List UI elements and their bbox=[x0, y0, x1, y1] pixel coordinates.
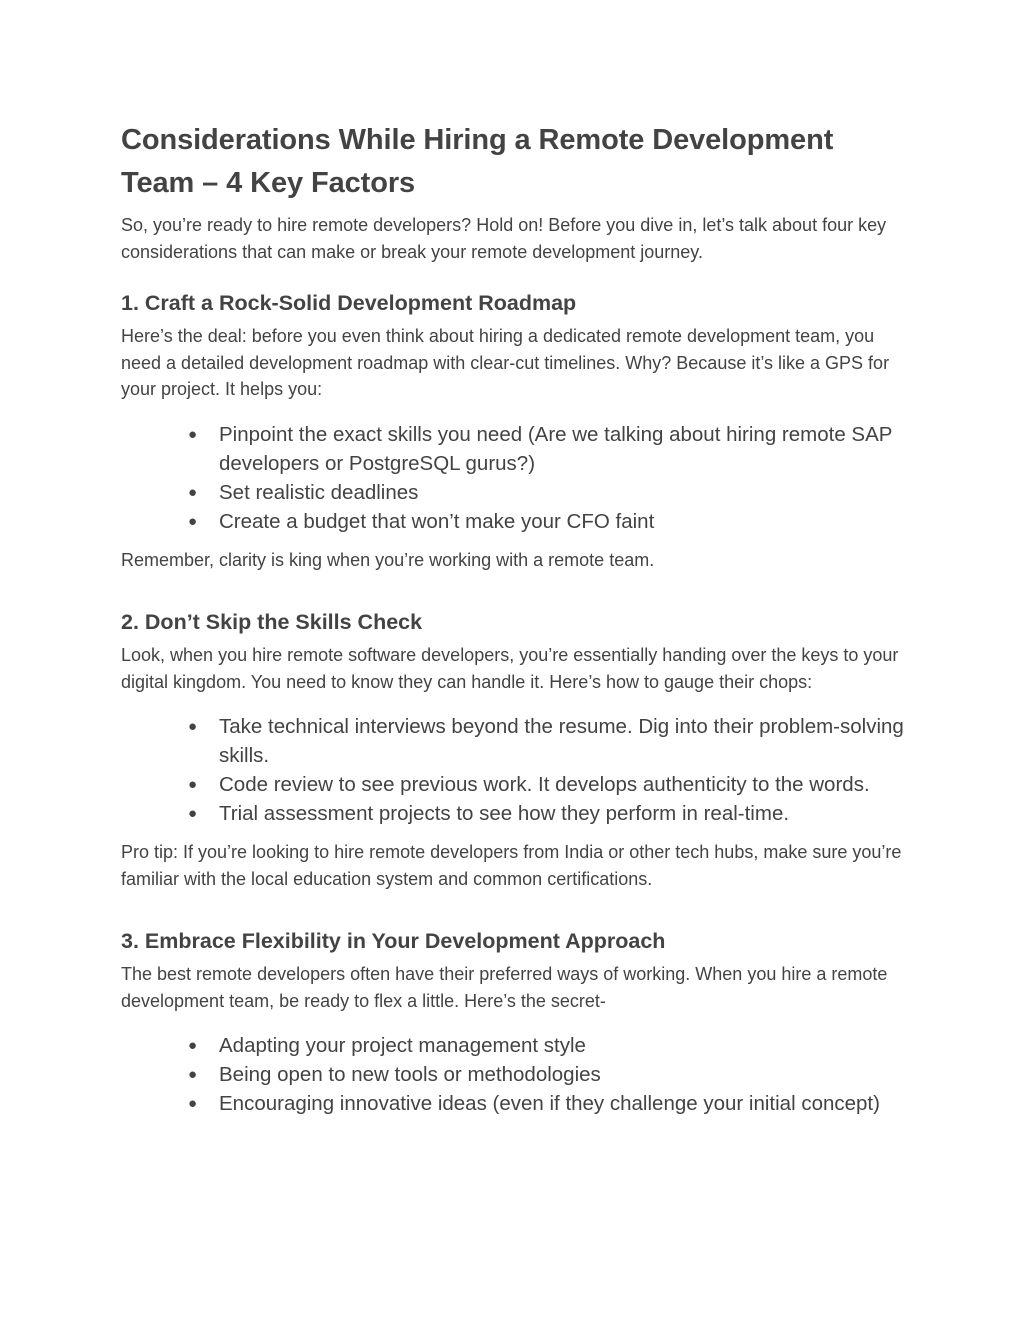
list-item bbox=[188, 507, 912, 536]
list-item bbox=[188, 1060, 912, 1089]
bullet-icon: ● bbox=[188, 425, 198, 443]
document-title: Considerations While Hiring a Remote Development Team – 4 Key Factors bbox=[121, 124, 834, 199]
list-item-text: Encouraging innovative ideas (even if they challenge your initial concept) bbox=[219, 1092, 880, 1115]
section-flexibility bbox=[121, 926, 912, 1118]
bullet-list bbox=[121, 1031, 912, 1118]
section-roadmap bbox=[121, 288, 912, 573]
section-closing-paragraph: Pro tip: If you’re looking to hire remote developers from India or other tech hubs, make sure you’re familiar with the local education system and common certifications. bbox=[121, 842, 902, 889]
list-item bbox=[188, 1031, 912, 1060]
list-item bbox=[188, 478, 912, 507]
section-closing-paragraph: Remember, clarity is king when you’re working with a remote team. bbox=[121, 549, 655, 570]
list-item-text: Take technical interviews beyond the resume. Dig into their problem-solving skills. bbox=[219, 715, 904, 767]
list-item-text: Trial assessment projects to see how they perform in real-time. bbox=[219, 802, 790, 825]
section-heading: 1. Craft a Rock-Solid Development Roadmap bbox=[121, 291, 577, 315]
list-item-text: Set realistic deadlines bbox=[219, 480, 419, 504]
section-heading: 3. Embrace Flexibility in Your Development Approach bbox=[121, 929, 666, 953]
intro-paragraph: So, you’re ready to hire remote developers? Hold on! Before you dive in, let’s talk about four key considerations that can make or break your remote development journey. bbox=[121, 215, 887, 262]
list-item bbox=[188, 770, 912, 799]
bullet-icon: ● bbox=[188, 512, 198, 530]
bullet-icon: ● bbox=[188, 776, 198, 793]
list-item-text: Code review to see previous work. It develops authenticity to the words. bbox=[219, 773, 870, 796]
bullet-icon: ● bbox=[188, 1095, 198, 1112]
section-heading: 2. Don’t Skip the Skills Check bbox=[121, 610, 423, 634]
bullet-icon: ● bbox=[188, 483, 198, 501]
list-item-text: Being open to new tools or methodologies bbox=[219, 1063, 601, 1086]
bullet-icon: ● bbox=[188, 1037, 198, 1054]
section-paragraph: The best remote developers often have their preferred ways of working. When you hire a remote development team, be ready to flex a little. Here’s the secret- bbox=[121, 964, 888, 1011]
section-paragraph: Look, when you hire remote software developers, you’re essentially handing over the keys to your digital kingdom. You need to know they can handle it. Here’s how to gauge their chops: bbox=[121, 645, 899, 692]
list-item bbox=[188, 712, 912, 770]
section-paragraph: Here’s the deal: before you even think about hiring a dedicated remote development team, you need a detailed development roadmap with clear-cut timelines. Why? Because it’s like a GPS for your project. It helps you: bbox=[121, 326, 890, 399]
list-item-text: Adapting your project management style bbox=[219, 1034, 586, 1057]
section-skills-check bbox=[121, 607, 912, 892]
bullet-list bbox=[121, 420, 912, 536]
bullet-list bbox=[121, 712, 912, 828]
list-item bbox=[188, 799, 912, 828]
list-item-text: Pinpoint the exact skills you need (Are we talking about hiring remote SAP developers or PostgreSQL gurus?) bbox=[219, 422, 893, 475]
bullet-icon: ● bbox=[188, 718, 198, 735]
bullet-icon: ● bbox=[188, 805, 198, 822]
list-item bbox=[188, 420, 912, 478]
bullet-icon: ● bbox=[188, 1066, 198, 1083]
list-item bbox=[188, 1089, 912, 1118]
list-item-text: Create a budget that won’t make your CFO faint bbox=[219, 509, 655, 533]
